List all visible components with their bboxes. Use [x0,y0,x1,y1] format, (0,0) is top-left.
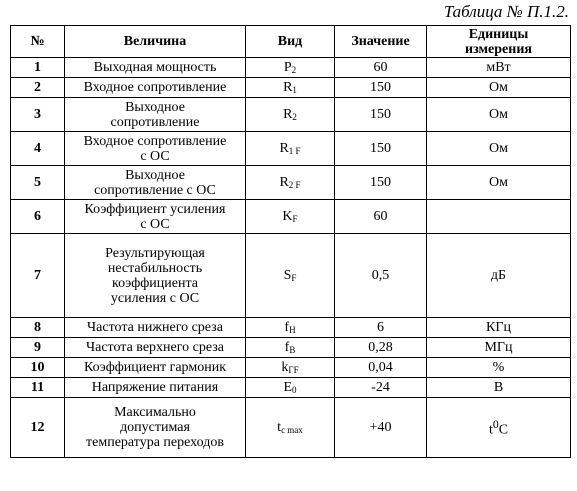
table-row [11,234,571,318]
header-symbol: Вид [246,26,335,58]
symbol-letter: f [284,340,290,355]
symbol-subscript: c max [281,425,303,435]
table-row [11,338,571,358]
unit-suffix: C [498,422,509,438]
header-quantity: Величина [65,26,246,58]
row-number: 6 [11,200,65,234]
value-cell: 0,5 [335,234,427,318]
symbol-letter: R [279,175,289,190]
value-cell: 150 [335,166,427,200]
quantity-name: Выходная мощность [65,58,246,78]
units-cell [427,200,571,234]
quantity-name: Результирующая нестабильность коэффициента усиления с ОС [65,234,246,318]
row-number: 10 [11,358,65,378]
value-cell: 60 [335,58,427,78]
symbol-letter: f [284,320,290,335]
unit-text: В [493,380,504,395]
row-number: 1 [11,58,65,78]
table-row [11,200,571,234]
table-row [11,78,571,98]
table-row [11,166,571,200]
unit-text: Ом [489,80,508,95]
row-number: 5 [11,166,65,200]
symbol-subscript: 2 F [288,180,301,190]
row-number: 4 [11,132,65,166]
symbol-subscript: B [289,345,296,355]
header-num: № [11,26,65,58]
quantity-name: Выходное сопротивление [65,98,246,132]
units-cell [427,318,571,338]
symbol-cell [246,398,335,458]
units-cell [427,234,571,318]
quantity-name: Входное сопротивление с ОС [65,132,246,166]
symbol-cell [246,132,335,166]
unit-text: Ом [489,175,508,190]
table-row [11,378,571,398]
unit-text: Ом [489,107,508,122]
row-number: 3 [11,98,65,132]
value-cell: 150 [335,78,427,98]
quantity-name: Коэффициент усиления с ОС [65,200,246,234]
table-row [11,132,571,166]
units-cell [427,132,571,166]
symbol-subscript: ГF [288,365,299,375]
row-number: 11 [11,378,65,398]
symbol-cell [246,378,335,398]
value-cell: 150 [335,98,427,132]
symbol-letter: k [281,360,289,375]
row-number: 12 [11,398,65,458]
unit-text: мВт [486,60,511,75]
symbol-letter: t [277,420,282,435]
unit-text: Ом [489,141,508,156]
symbol-subscript: 2 [292,112,297,122]
symbol-cell [246,318,335,338]
symbol-subscript: H [289,325,296,335]
quantity-name: Частота нижнего среза [65,318,246,338]
table-row [11,358,571,378]
table-caption: Таблица № П.1.2. [443,2,569,21]
symbol-letter: R [283,107,293,122]
symbol-subscript: 1 [292,85,297,95]
symbol-letter: R [279,141,289,156]
unit-text: МГц [484,340,513,355]
units-cell [427,98,571,132]
quantity-name: Входное сопротивление [65,78,246,98]
symbol-subscript: F [292,214,298,224]
symbol-letter: S [283,268,292,283]
unit-text: КГц [486,320,511,335]
value-cell: 0,04 [335,358,427,378]
value-cell: +40 [335,398,427,458]
units-cell [427,58,571,78]
unit-text: дБ [490,268,507,283]
quantity-name: Коэффициент гармоник [65,358,246,378]
symbol-subscript: 0 [292,385,297,395]
parameters-table [10,25,571,458]
unit-text: t [488,422,493,438]
symbol-letter: K [282,209,293,224]
value-cell: 150 [335,132,427,166]
value-cell: 0,28 [335,338,427,358]
symbol-cell [246,338,335,358]
symbol-cell [246,58,335,78]
units-cell [427,338,571,358]
table-row [11,98,571,132]
header-row [11,26,571,58]
quantity-name: Частота верхнего среза [65,338,246,358]
header-value: Значение [335,26,427,58]
symbol-subscript: 2 [291,65,297,75]
header-units: Единицы измерения [427,26,571,58]
symbol-cell [246,358,335,378]
symbol-cell [246,78,335,98]
quantity-name: Напряжение питания [65,378,246,398]
units-cell [427,398,571,458]
units-cell [427,378,571,398]
table-row [11,398,571,458]
unit-superscript: 0 [492,418,499,432]
row-number: 2 [11,78,65,98]
symbol-subscript: F [291,273,297,283]
units-cell [427,166,571,200]
value-cell: 6 [335,318,427,338]
unit-text: % [492,360,505,375]
table-row [11,58,571,78]
symbol-cell [246,98,335,132]
symbol-subscript: 1 F [288,146,301,156]
row-number: 9 [11,338,65,358]
table-body [11,58,571,458]
symbol-letter: E [283,380,293,395]
table-row [11,318,571,338]
units-cell [427,78,571,98]
row-number: 7 [11,234,65,318]
row-number: 8 [11,318,65,338]
quantity-name: Максимально допустимая температура переходов [65,398,246,458]
quantity-name: Выходное сопротивление с ОС [65,166,246,200]
value-cell: 60 [335,200,427,234]
symbol-letter: P [283,60,292,75]
symbol-cell [246,200,335,234]
symbol-letter: R [283,80,293,95]
value-cell: -24 [335,378,427,398]
symbol-cell [246,166,335,200]
symbol-cell [246,234,335,318]
units-cell [427,358,571,378]
